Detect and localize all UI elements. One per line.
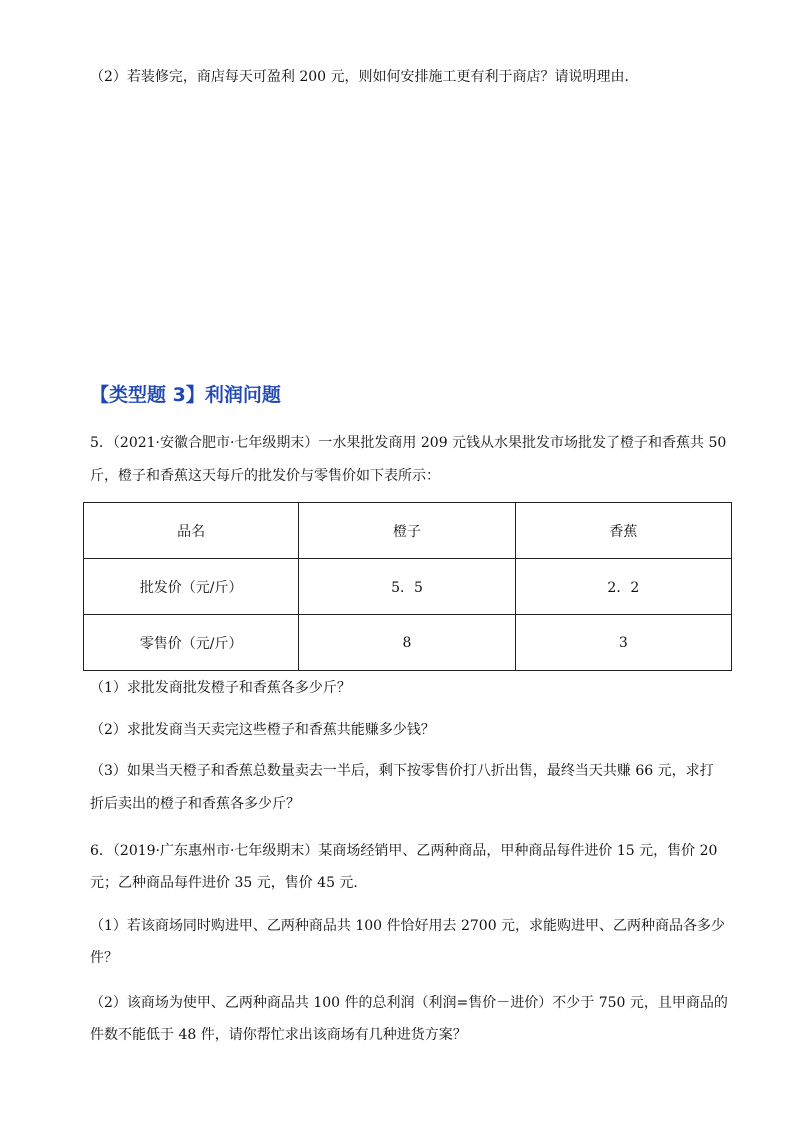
table-header-cell: 香蕉 xyxy=(515,503,731,559)
problem6-intro-line2: 元；乙种商品每件进价 35 元，售价 45 元． xyxy=(90,875,368,891)
problem6-question-1-line2: 件？ xyxy=(90,950,118,966)
problem6-intro-line1: 6．（2019·广东惠州市·七年级期末）某商场经销甲、乙两种商品，甲种商品每件进价 15 元，售价 20 xyxy=(90,843,718,859)
problem5-question-3-line2: 折后卖出的橙子和香蕉各多少斤？ xyxy=(90,796,300,812)
problem5-question-3-line1: （3）如果当天橙子和香蕉总数量卖去一半后，剩下按零售价打八折出售，最终当天共赚 66 元，求打 xyxy=(90,763,714,779)
table-header-row xyxy=(84,503,732,559)
table-cell: 8 xyxy=(299,615,515,671)
table-row xyxy=(84,615,732,671)
table-row xyxy=(84,559,732,615)
table-cell: 批发价（元/斤） xyxy=(84,559,299,615)
table-cell: 3 xyxy=(515,615,731,671)
table-cell: 2．2 xyxy=(515,559,731,615)
problem5-question-2: （2）求批发商当天卖完这些橙子和香蕉共能赚多少钱？ xyxy=(90,722,435,738)
table-header-cell: 橙子 xyxy=(299,503,515,559)
problem5-intro-line1: 5．（2021·安徽合肥市·七年级期末）一水果批发商用 209 元钱从水果批发市场批发了橙子和香蕉共 50 xyxy=(90,435,727,451)
problem6-question-1-line1: （1）若该商场同时购进甲、乙两种商品共 100 件恰好用去 2700 元，求能购进甲、乙两种商品各多少 xyxy=(90,918,726,934)
section-heading: 【类型题 3】利润问题 xyxy=(90,384,281,406)
problem6-question-2-line1: （2）该商场为使甲、乙两种商品共 100 件的总利润（利润=售价－进价）不少于 750 元，且甲商品的 xyxy=(90,995,728,1011)
problem5-intro-line2: 斤，橙子和香蕉这天每斤的批发价与零售价如下表所示： xyxy=(90,468,440,484)
table-cell: 5．5 xyxy=(299,559,515,615)
price-table xyxy=(83,502,732,671)
prev-question-2: （2）若装修完，商店每天可盈利 200 元，则如何安排施工更有利于商店？请说明理由． xyxy=(90,69,639,85)
table-cell: 零售价（元/斤） xyxy=(84,615,299,671)
problem5-question-1: （1）求批发商批发橙子和香蕉各多少斤？ xyxy=(90,680,351,696)
table-header-cell: 品名 xyxy=(84,503,299,559)
problem6-question-2-line2: 件数不能低于 48 件，请你帮忙求出该商场有几种进货方案？ xyxy=(90,1027,467,1043)
